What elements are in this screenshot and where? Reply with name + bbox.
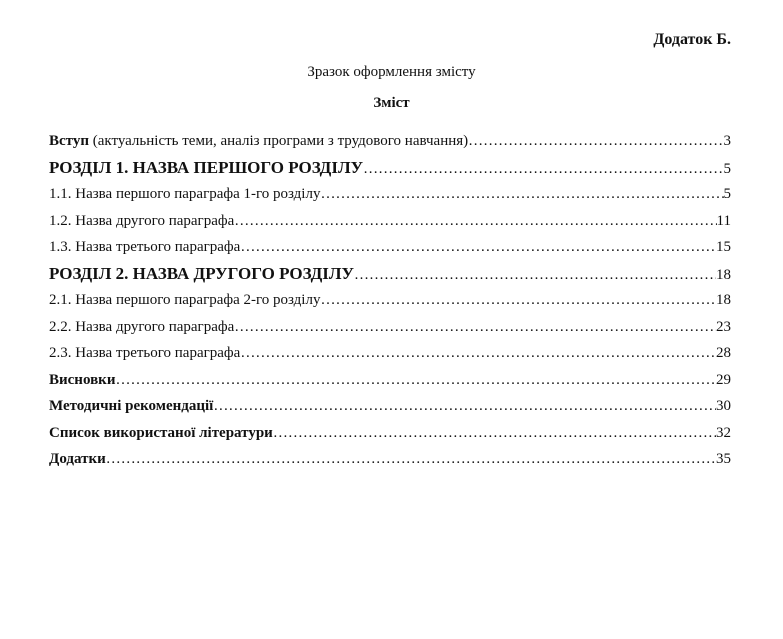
toc-entry-appendices bbox=[49, 446, 731, 473]
toc-entry-text: 1.2. Назва другого параграфа bbox=[49, 212, 235, 229]
toc-entry-text bbox=[49, 128, 468, 155]
toc-entry-text: 2.3. Назва третього параграфа bbox=[49, 345, 241, 361]
dot-leader bbox=[106, 446, 716, 473]
dot-leader bbox=[115, 367, 716, 394]
dot-leader bbox=[240, 340, 716, 367]
toc-entry-text: Висновки bbox=[49, 371, 116, 388]
dot-leader bbox=[240, 234, 716, 261]
toc-entry-bold-text: Вступ bbox=[49, 133, 89, 149]
toc-page-number: 35 bbox=[716, 451, 731, 467]
toc-entry-text: 1.1. Назва першого параграфа 1-го розділу bbox=[49, 186, 321, 202]
toc-page-number: 15 bbox=[716, 239, 731, 255]
toc-entry-text: 2.1. Назва першого параграфа 2-го розділу bbox=[49, 292, 321, 308]
dot-leader bbox=[273, 420, 716, 447]
toc-entry-text: РОЗДІЛ 1. НАЗВА ПЕРШОГО РОЗДІЛУ bbox=[49, 157, 364, 177]
toc-entry-section-2-3 bbox=[49, 340, 731, 367]
toc-page-number: 28 bbox=[716, 345, 731, 361]
toc-page-number: 23 bbox=[716, 318, 731, 335]
toc-page-number: 3 bbox=[723, 133, 731, 149]
toc-entry-section-2-1 bbox=[49, 287, 731, 314]
toc-page-number: 18 bbox=[716, 292, 731, 308]
toc-entry-text: 1.3. Назва третього параграфа bbox=[49, 239, 241, 255]
dot-leader bbox=[363, 156, 723, 182]
toc-entry-text: 2.2. Назва другого параграфа bbox=[49, 318, 235, 335]
toc-title: Зміст bbox=[373, 95, 410, 111]
dot-leader bbox=[234, 208, 716, 235]
toc-entry-text: Список використаної літератури bbox=[49, 424, 273, 441]
toc-entry-text: Методичні рекомендації bbox=[49, 398, 214, 414]
toc-entry-introduction bbox=[49, 128, 731, 155]
toc-entry-section-1-2 bbox=[49, 208, 731, 235]
toc-entry-conclusions bbox=[49, 367, 731, 394]
toc-page-number: 11 bbox=[716, 212, 731, 229]
toc-entry-chapter-1 bbox=[49, 155, 731, 182]
sample-caption: Зразок оформлення змісту bbox=[307, 64, 476, 80]
toc-page-number: 29 bbox=[716, 371, 731, 388]
table-of-contents bbox=[49, 128, 731, 473]
appendix-label: Додаток Б. bbox=[653, 31, 731, 48]
toc-entry-chapter-2 bbox=[49, 261, 731, 288]
toc-entry-text: Додатки bbox=[49, 451, 106, 467]
toc-page-number: 18 bbox=[716, 266, 731, 283]
toc-page-number: 30 bbox=[716, 398, 731, 414]
toc-entry-references bbox=[49, 420, 731, 447]
toc-entry-methodical-recommendations bbox=[49, 393, 731, 420]
toc-page-number: 5 bbox=[723, 186, 731, 202]
dot-leader bbox=[354, 262, 716, 288]
dot-leader bbox=[213, 393, 716, 420]
toc-page-number: 5 bbox=[723, 160, 731, 177]
toc-page-number: 32 bbox=[716, 424, 731, 441]
dot-leader bbox=[468, 128, 723, 155]
toc-entry-section-1-1 bbox=[49, 181, 731, 208]
toc-entry-section-2-2 bbox=[49, 314, 731, 341]
dot-leader bbox=[234, 314, 716, 341]
toc-entry-section-1-3 bbox=[49, 234, 731, 261]
toc-entry-text: РОЗДІЛ 2. НАЗВА ДРУГОГО РОЗДІЛУ bbox=[49, 263, 355, 283]
dot-leader bbox=[320, 287, 716, 314]
toc-entry-plain-text: (актуальність теми, аналіз програми з трудового навчання) bbox=[88, 133, 469, 149]
dot-leader bbox=[320, 181, 723, 208]
